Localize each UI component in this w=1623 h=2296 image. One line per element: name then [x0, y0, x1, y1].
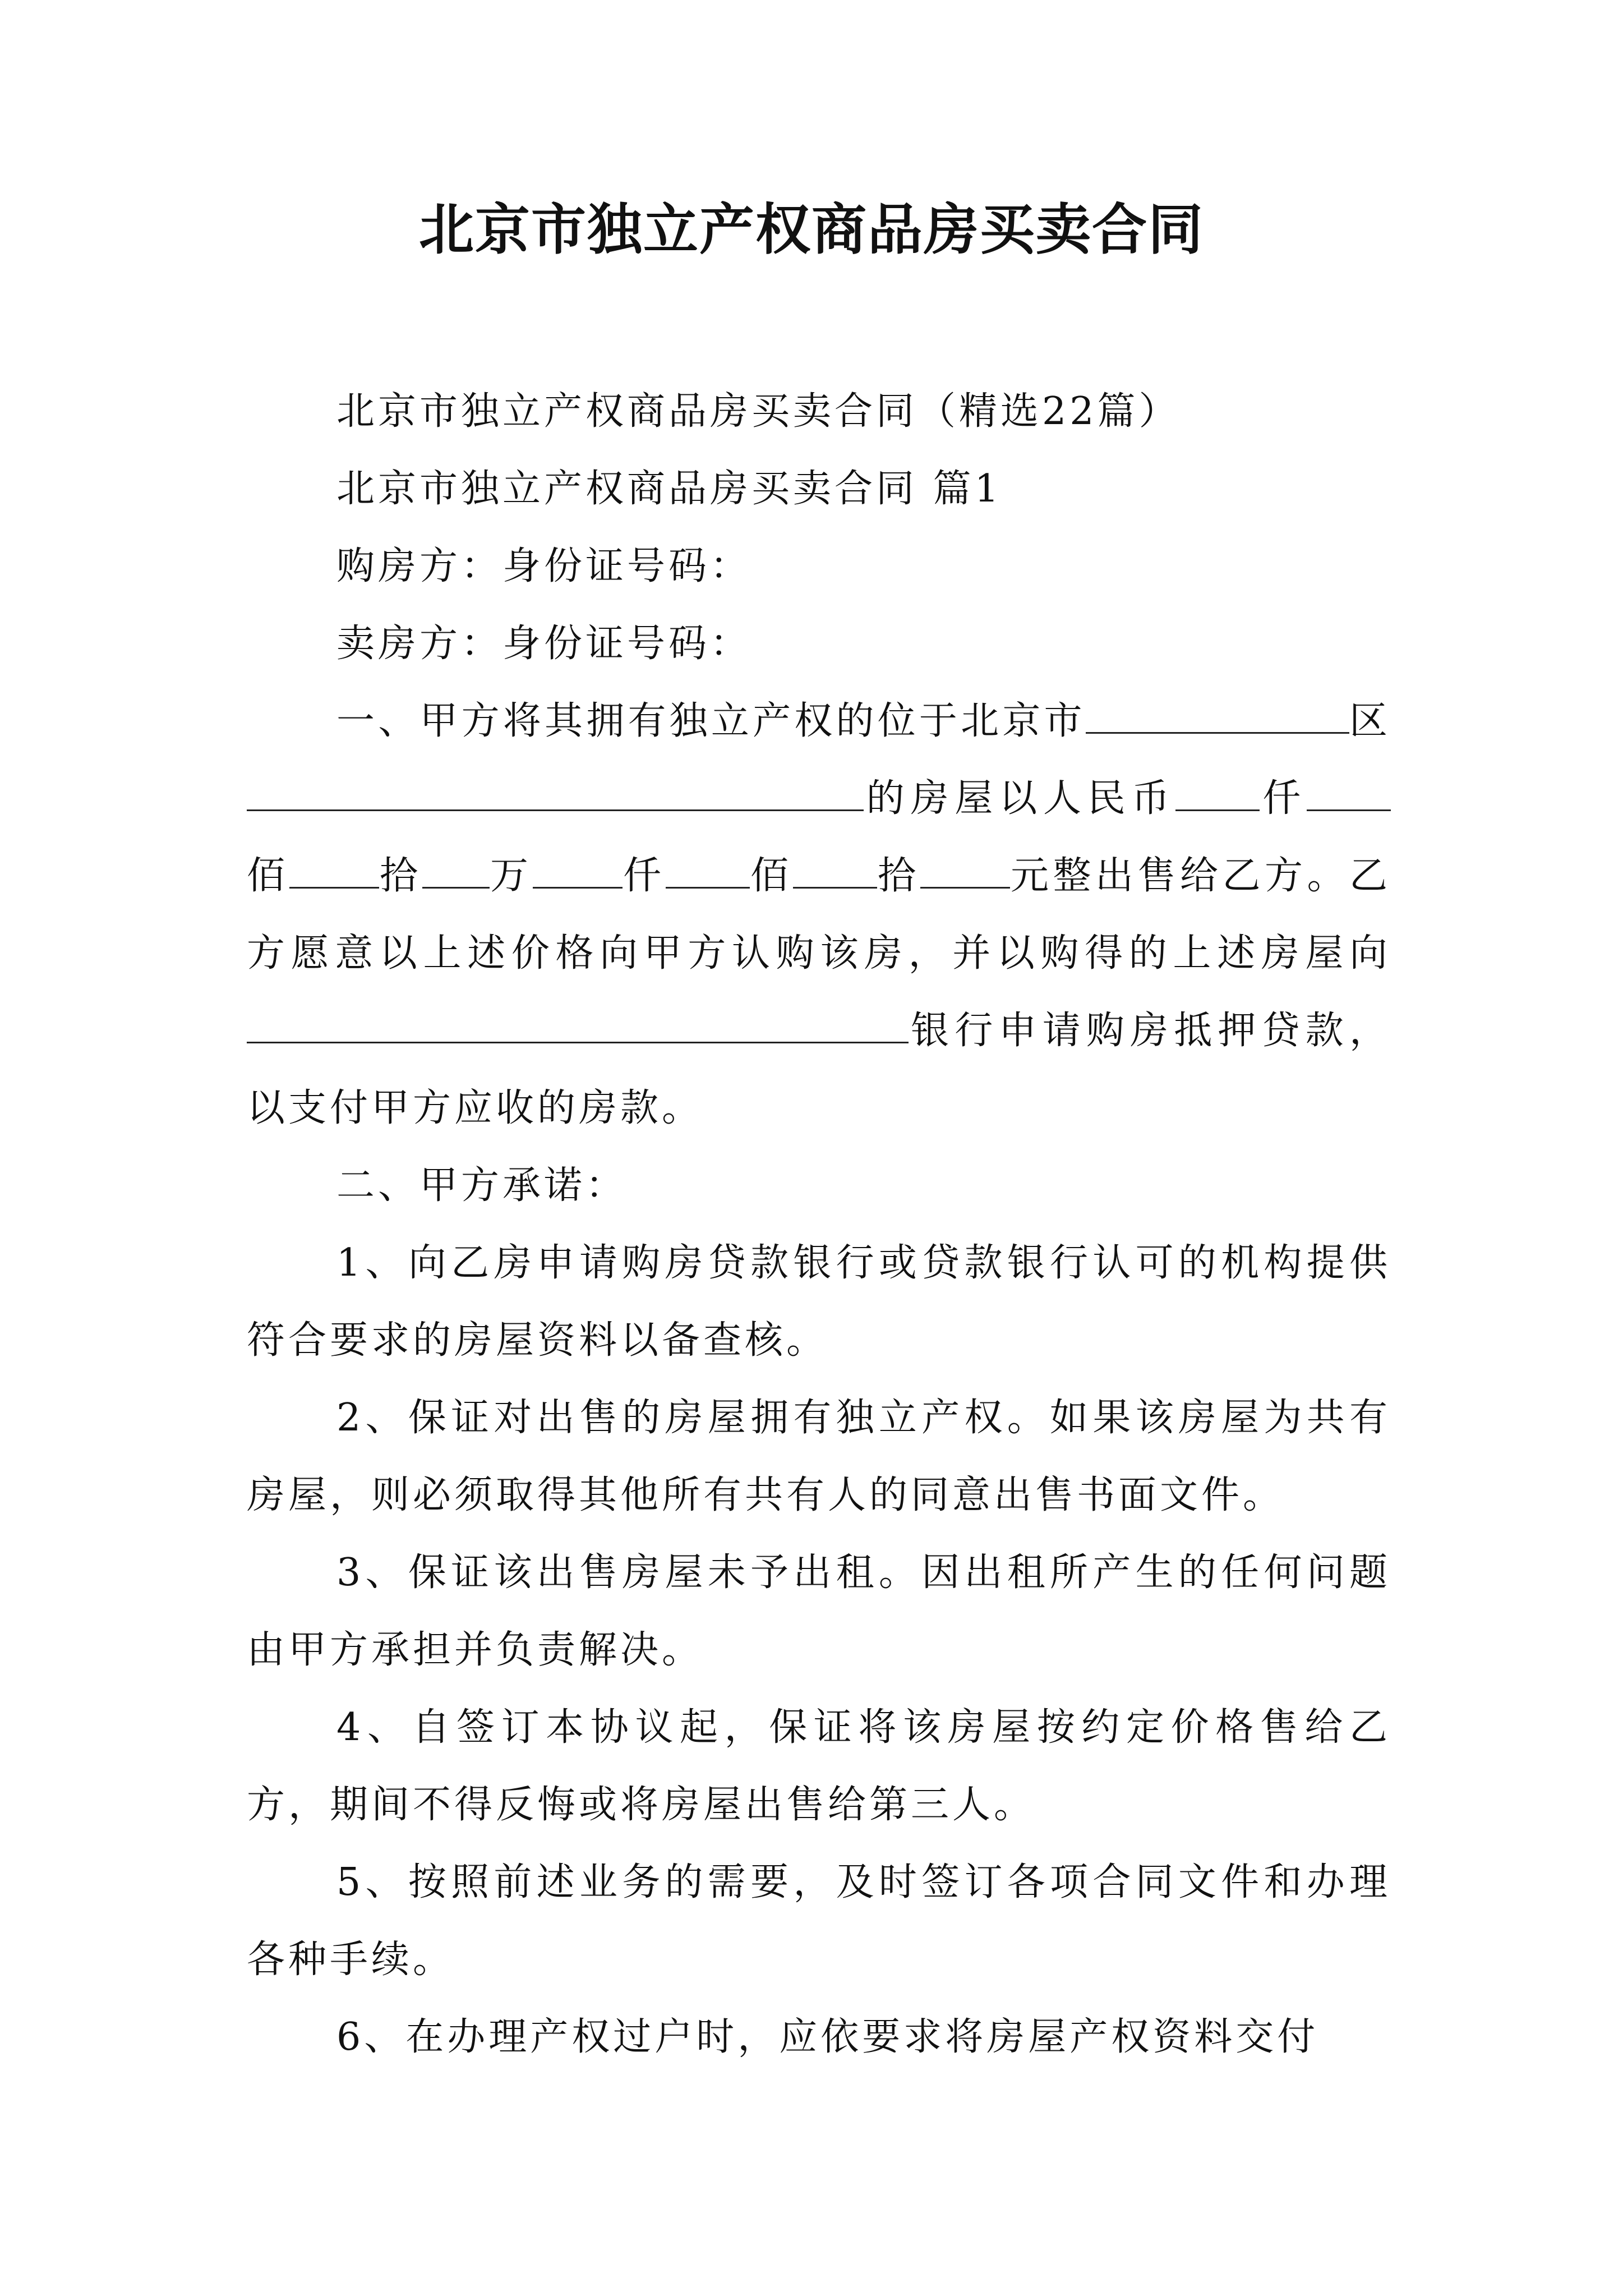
unit-wan: 万	[489, 854, 533, 898]
amount-blank	[533, 848, 623, 889]
amount-blank	[666, 848, 750, 889]
clause-1-text: 银行申请购房抵押贷款，以支付甲方应收的房款。	[247, 1009, 1391, 1130]
unit-shi: 拾	[379, 854, 422, 898]
amount-blank	[920, 848, 1010, 889]
promise-item-2: 2、保证对出售的房屋拥有独立产权。如果该房屋为共有房屋，则必须取得其他所有共有人的同意出售书面文件。	[247, 1396, 1391, 1517]
unit-qian: 仟	[622, 854, 666, 898]
price-prefix: 的房屋以人民币	[864, 776, 1176, 821]
amount-blank	[1175, 770, 1260, 811]
promise-item-5: 5、按照前述业务的需要，及时签订各项合同文件和办理各种手续。	[247, 1860, 1391, 1982]
unit-qian: 仟	[1260, 776, 1307, 821]
section-2-heading: 二、甲方承诺：	[336, 1163, 628, 1208]
amount-blank	[289, 848, 379, 889]
unit-yuan: 元	[1009, 854, 1053, 898]
unit-shi: 拾	[877, 854, 920, 898]
amount-blank	[1307, 770, 1391, 811]
seller-line: 卖房方：身份证号码：	[336, 622, 752, 666]
city-blank	[1086, 693, 1349, 734]
address-blank	[247, 770, 864, 811]
document-body	[247, 373, 1391, 2076]
promise-item-4: 4、自签订本协议起，保证将该房屋按约定价格售给乙方，期间不得反悔或将房屋出售给第三人。	[247, 1705, 1391, 1827]
unit-bai: 佰	[749, 854, 793, 898]
buyer-line: 购房方：身份证号码：	[336, 544, 752, 588]
promise-item-6: 6、在办理产权过户时，应依要求将房屋产权资料交付	[336, 2015, 1319, 2059]
clause-1	[247, 683, 1391, 1147]
document-title: 北京市独立产权商品房买卖合同	[418, 197, 1204, 262]
amount-blank	[422, 848, 490, 889]
promise-item-1: 1、向乙房申请购房贷款银行或贷款银行认可的机构提供符合要求的房屋资料以备查核。	[247, 1241, 1391, 1363]
amount-blank	[793, 848, 877, 889]
bank-blank	[247, 1002, 909, 1043]
clause-1-text: 一、甲方将其拥有独立产权的位于北京市	[336, 699, 1086, 743]
clause-1-text: 整出售给乙方。乙方愿意以上述价格向甲方认购该房，并以购得的上述房屋向	[247, 854, 1391, 976]
promise-item-3: 3、保证该出售房屋未予出租。因出租所产生的任何问题由甲方承担并负责解决。	[247, 1550, 1391, 1672]
district-label: 区	[1349, 699, 1391, 743]
chapter-heading: 北京市独立产权商品房买卖合同 篇1	[336, 467, 1002, 511]
document-subtitle: 北京市独立产权商品房买卖合同（精选22篇）	[336, 389, 1181, 434]
unit-bai: 佰	[247, 854, 289, 898]
